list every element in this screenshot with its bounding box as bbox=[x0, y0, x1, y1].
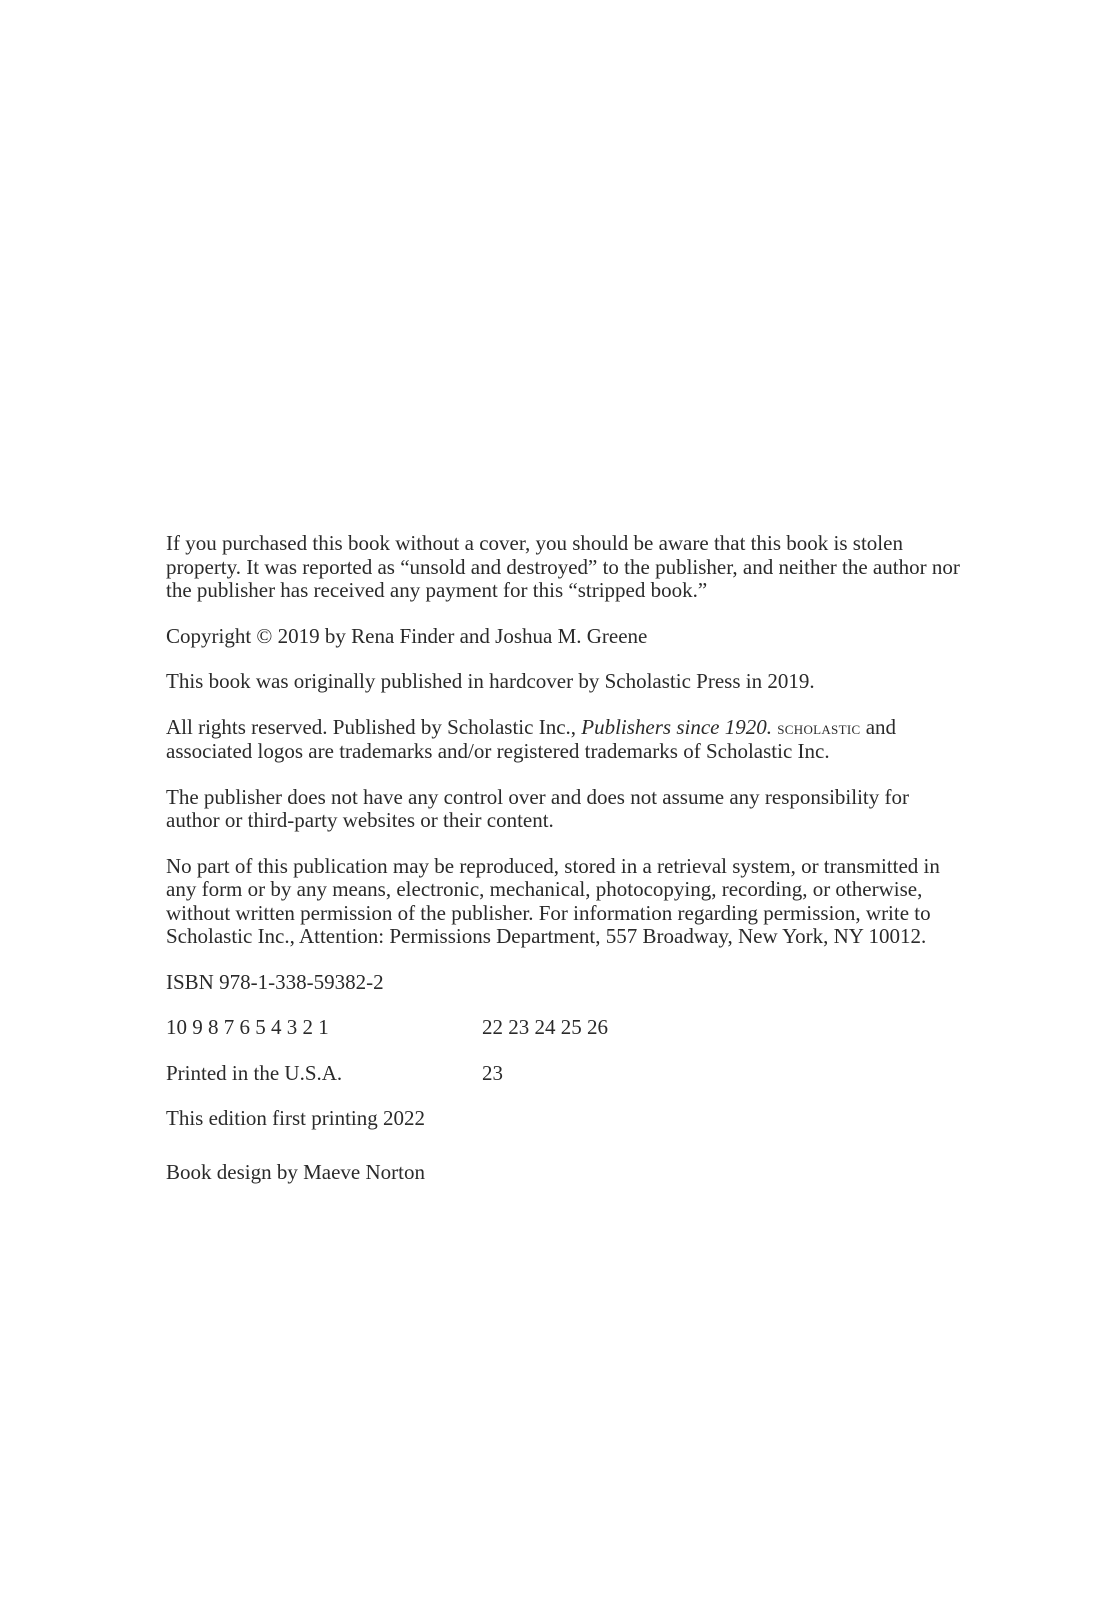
original-publication-note: This book was originally published in hardcover by Scholastic Press in 2019. bbox=[166, 669, 815, 693]
copyright-page bbox=[166, 532, 966, 1206]
rights-statement bbox=[166, 716, 966, 764]
rights-text-part2: and associated logos are trademarks and/or registered trademarks of Scholastic Inc. bbox=[166, 714, 897, 763]
copyright-line: Copyright © 2019 by Rena Finder and Joshua M. Greene bbox=[166, 623, 648, 648]
printed-in-country: Printed in the U.S.A. bbox=[166, 1060, 343, 1085]
print-line-row bbox=[166, 1016, 966, 1040]
book-design-credit: Book design by Maeve Norton bbox=[166, 1159, 425, 1184]
publisher-tagline: Publishers since 1920. bbox=[581, 714, 772, 739]
website-disclaimer: The publisher does not have any control over and does not assume any responsibility for author or third-party websites or their content. bbox=[166, 784, 909, 832]
printing-number-line: 10 9 8 7 6 5 4 3 2 1 bbox=[166, 1015, 329, 1039]
printed-in-row bbox=[166, 1062, 966, 1086]
rights-text-part1: All rights reserved. Published by Scholastic Inc., bbox=[166, 714, 582, 739]
edition-note: This edition first printing 2022 bbox=[166, 1106, 425, 1130]
reproduction-notice: No part of this publication may be reproduced, stored in a retrieval system, or transmitted in any form or by any means, electronic, mechanical, photocopying, recording, or otherwise, without written permission of the publisher. For information regarding permission, write to Scholastic Inc., Attention: Permissions Department, 557 Broadway, New York, NY 10012. bbox=[166, 853, 940, 948]
stripped-book-notice: If you purchased this book without a cover, you should be aware that this book is stolen property. It was reported as “unsold and destroyed” to the publisher, and neither the author nor the publisher has received any payment for this “stripped book.” bbox=[166, 531, 960, 602]
year-line: 22 23 24 25 26 bbox=[482, 1015, 608, 1039]
printing-code: 23 bbox=[482, 1060, 503, 1085]
isbn: ISBN 978-1-338-59382-2 bbox=[166, 969, 384, 994]
scholastic-trademark: scholastic bbox=[777, 717, 861, 739]
